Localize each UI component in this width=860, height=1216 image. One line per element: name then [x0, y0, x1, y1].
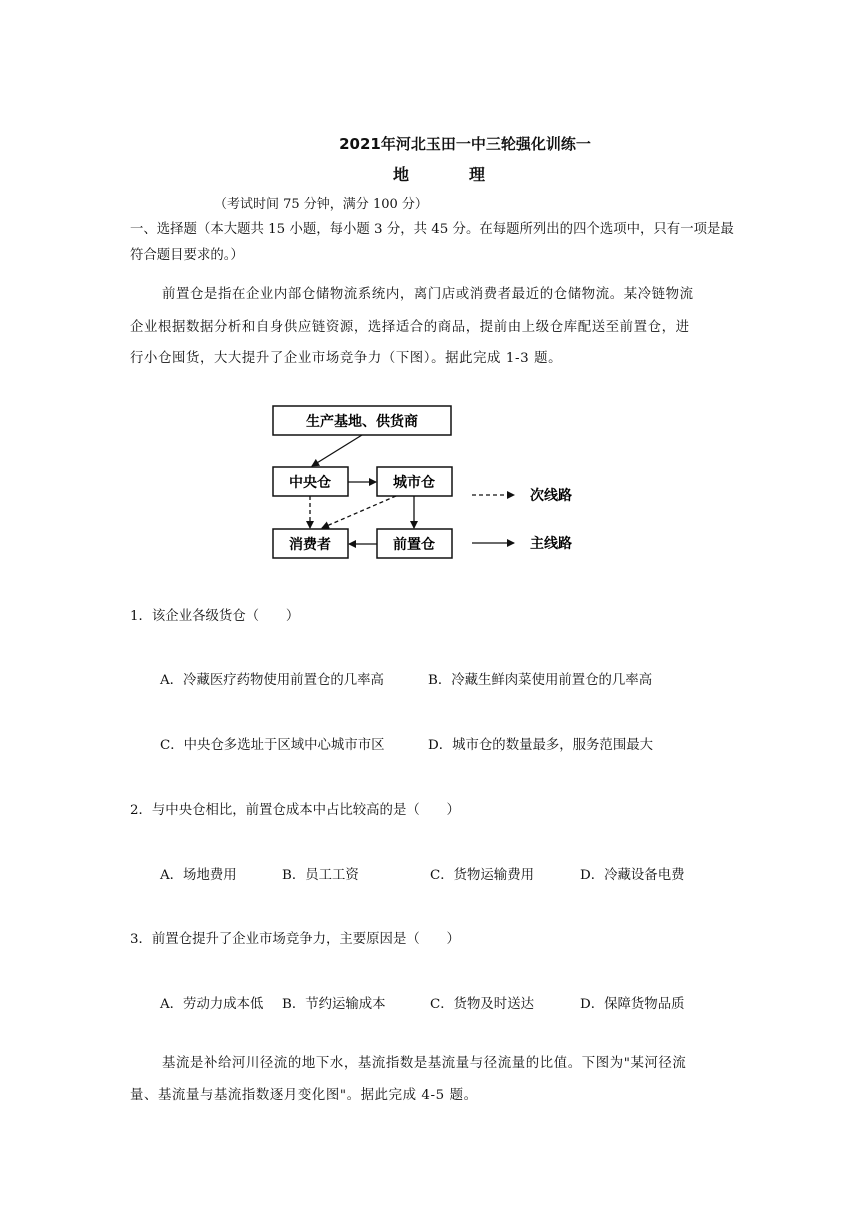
front-warehouse-label: 前置仓	[393, 537, 435, 553]
section-instructions-line2: 符合题目要求的。）	[130, 248, 244, 263]
consumer-label: 消费者	[289, 537, 331, 553]
question-3-stem: 3．前置仓提升了企业市场竞争力，主要原因是（ ）	[130, 932, 460, 947]
question-2-option-c: C．货物运输费用	[430, 868, 534, 883]
question-1-option-d: D．城市仓的数量最多，服务范围最大	[428, 738, 653, 753]
city-warehouse-box	[377, 467, 452, 496]
question-3-option-a: A．劳动力成本低	[160, 997, 264, 1012]
question-2-option-a: A．场地费用	[160, 868, 237, 883]
passage1-line1: 前置仓是指在企业内部仓储物流系统内，离门店或消费者最近的仓储物流。某冷链物流	[162, 287, 694, 302]
central-warehouse-label: 中央仓	[289, 475, 331, 491]
subject-heading: 地 理	[392, 165, 507, 184]
legend-secondary-label: 次线路	[530, 488, 572, 504]
question-1-option-a: A．冷藏医疗药物使用前置仓的几率高	[160, 673, 384, 688]
arrow-source-to-central	[312, 435, 362, 466]
legend-main-label: 主线路	[530, 536, 572, 552]
passage1-line2: 企业根据数据分析和自身供应链资源，选择适合的商品，提前由上级仓库配送至前置仓，进	[130, 320, 690, 335]
passage2-line1: 基流是补给河川径流的地下水，基流指数是基流量与径流量的比值。下图为"某河径流	[162, 1056, 687, 1071]
passage2-line2: 量、基流量与基流指数逐月变化图"。据此完成 4-5 题。	[130, 1088, 478, 1103]
question-3-option-d: D．保障货物品质	[580, 997, 685, 1012]
section-instructions-line1: 一、选择题（本大题共 15 小题，每小题 3 分，共 45 分。在每题所列出的四个选项中，只有一项是最	[130, 222, 734, 237]
question-2-option-d: D．冷藏设备电费	[580, 868, 685, 883]
passage1-line3: 行小仓囤货，大大提升了企业市场竞争力（下图）。据此完成 1-3 题。	[130, 351, 563, 366]
exam-info: （考试时间 75 分钟，满分 100 分）	[214, 197, 428, 212]
question-2-option-b: B．员工工资	[282, 868, 359, 883]
dashed-arrow-city-to-consumer	[322, 496, 396, 528]
source-label: 生产基地、供货商	[306, 414, 418, 430]
city-warehouse-label: 城市仓	[393, 475, 435, 491]
front-warehouse-box	[377, 529, 452, 558]
question-3-option-c: C．货物及时送达	[430, 997, 534, 1012]
question-1-option-c: C．中央仓多选址于区域中心城市市区	[160, 738, 385, 753]
question-3-option-b: B．节约运输成本	[282, 997, 386, 1012]
central-warehouse-box	[273, 467, 348, 496]
source-box	[273, 406, 451, 435]
consumer-box	[273, 529, 348, 558]
question-2-stem: 2．与中央仓相比，前置仓成本中占比较高的是（ ）	[130, 803, 460, 818]
question-1-option-b: B．冷藏生鲜肉菜使用前置仓的几率高	[428, 673, 653, 688]
logistics-flow-diagram	[0, 0, 860, 600]
question-1-stem: 1．该企业各级货仓（ ）	[130, 609, 300, 624]
page-title: 2021年河北玉田一中三轮强化训练一	[339, 135, 591, 153]
